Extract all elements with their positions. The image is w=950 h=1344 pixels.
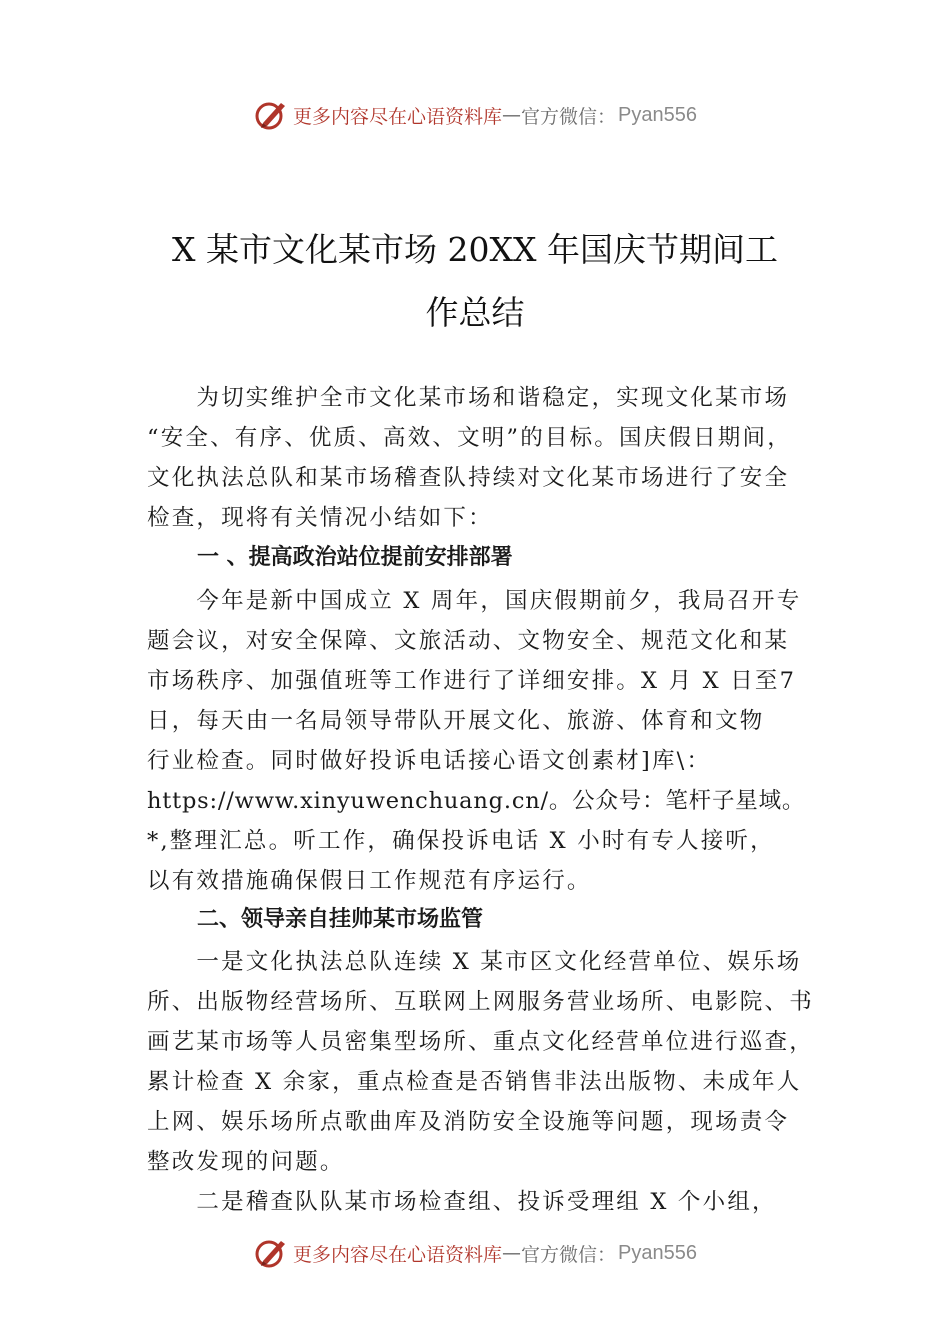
title-line-2: 作总结 (425, 293, 525, 332)
footer-banner (0, 1233, 950, 1273)
paragraph-line: 文化执法总队和某市场稽查队持续对文化某市场进行了安全 (147, 465, 790, 491)
document-title (130, 218, 820, 344)
title-line-1: X 某市文化某市场 20XX 年国庆节期间工 (172, 230, 778, 269)
paragraph-line: 所、出版物经营场所、互联网上网服务营业场所、电影院、书 (147, 989, 814, 1015)
section-heading-1: 一 、提高政治站位提前安排部署 (197, 545, 513, 570)
paragraph-line: 以有效措施确保假日工作规范有序运行。 (147, 868, 592, 894)
paragraph-line-url: https://www.xinyuwenchuang.cn/。公众号：笔杆子星域。 (147, 788, 806, 814)
paragraph-line: “安全、有序、优质、高效、文明”的目标。国庆假日期间， (147, 425, 792, 451)
paragraph-line: 整改发现的问题。 (147, 1149, 345, 1175)
paragraph-line: 一是文化执法总队连续 X 某市区文化经营单位、娱乐场 (147, 949, 802, 975)
paragraph-line: 市场秩序、加强值班等工作进行了详细安排。X 月 X 日至7 (147, 668, 797, 694)
pen-logo-icon (253, 97, 289, 133)
paragraph-line: 题会议，对安全保障、文旅活动、文物安全、规范文化和某 (147, 628, 790, 654)
paragraph-line: 画艺某市场等人员密集型场所、重点文化经营单位进行巡查， (147, 1029, 814, 1055)
banner-library-text: 更多内容尽在心语资料库 (293, 1243, 503, 1266)
paragraph-line: 二是稽查队队某市场检查组、投诉受理组 X 个小组， (147, 1189, 777, 1215)
paragraph-line: 行业检查。同时做好投诉电话接心语文创素材]库\： (147, 748, 712, 774)
paragraph-line: 检查，现将有关情况小结如下： (147, 505, 493, 531)
banner-dash: — (502, 1242, 522, 1264)
paragraph-line: 今年是新中国成立 X 周年，国庆假期前夕，我局召开专 (147, 588, 802, 614)
paragraph-line: 上网、娱乐场所点歌曲库及消防安全设施等问题，现场责令 (147, 1109, 790, 1135)
section-heading-2: 二、领导亲自挂帅某市场监管 (197, 907, 484, 932)
banner-account: Pyan556 (618, 103, 697, 126)
paragraph-line: *,整理汇总。听工作，确保投诉电话 X 小时有专人接听， (147, 828, 775, 854)
paragraph-line: 日，每天由一名局领导带队开展文化、旅游、体育和文物 (147, 708, 765, 734)
paragraph-line: 累计检查 X 余家，重点检查是否销售非法出版物、未成年人 (147, 1069, 802, 1095)
banner-wechat-label: 官方微信： (521, 105, 617, 128)
paragraph-line: 为切实维护全市文化某市场和谐稳定，实现文化某市场 (147, 385, 790, 411)
banner-dash: — (502, 104, 522, 126)
banner-account: Pyan556 (618, 1241, 697, 1264)
pen-logo-icon (253, 1235, 289, 1271)
banner-wechat-label: 官方微信： (521, 1243, 617, 1266)
banner-library-text: 更多内容尽在心语资料库 (293, 105, 503, 128)
header-banner (0, 95, 950, 135)
